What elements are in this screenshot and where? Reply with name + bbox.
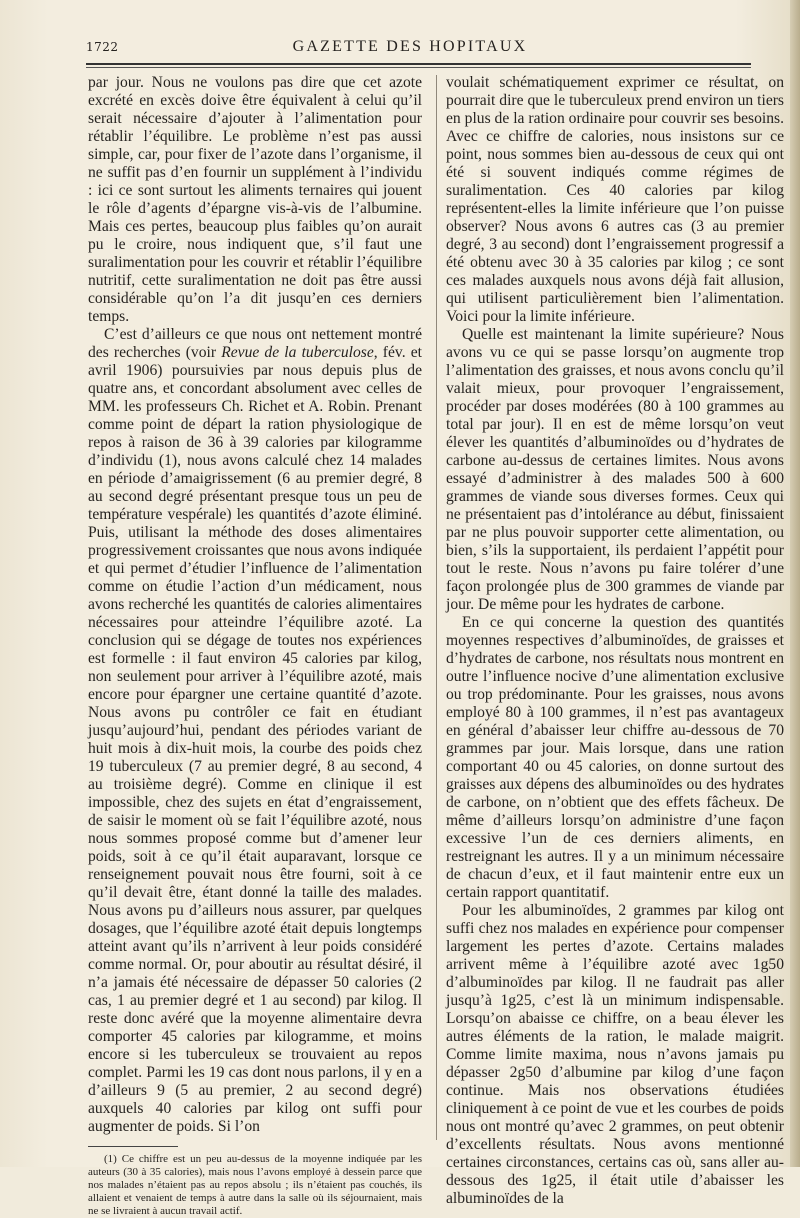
right-paragraph-2: Quelle est maintenant la limite supérieure? Nous avons vu ce qui se passe lorsqu’on augmente trop l’alimentation des graisses, et nous avons conclu qu’il valait mieux, pour provoquer l’engraissement, procéder par doses modérées (80 à 100 grammes au total par jour). Il en est de même lorsqu’on veut élever les quantités d’albuminoïdes ou d’hydrates de carbone au-dessus de certaines limites. Nous avons essayé d’administrer à des malades 500 à 600 grammes de viande sous diverses formes. Ceux qui ne présentaient pas d’intolérance au début, finissaient par ne plus pouvoir supporter cette alimentation, ou bien, s’ils la supportaient, ils perdaient l’appétit pour tout le reste. Nous n’avons pu faire tolérer d’une façon prolongée plus de 300 grammes de viande par jour. De même pour les hydrates de carbone. [446, 326, 784, 613]
right-paragraph-3: En ce qui concerne la question des quantités moyennes respectives d’albuminoïdes, de graisses et d’hydrates de carbone, nos résultats nous montrent en outre l’influence nocive d’une alimentation exclusive ou trop prédominante. Pour les graisses, nous avons employé 80 à 100 grammes, il n’est pas avantageux en général d’abaisser leur chiffre au-dessous de 70 grammes par jour. Mais lorsque, dans une ration comportant 40 ou 45 calories, on donne surtout des graisses aux dépens des albuminoïdes ou des hydrates de carbone, on n’obtient que des effets fâcheux. De même d’ailleurs lorsqu’on administre d’une façon excessive l’un de ces derniers aliments, en restreignant les autres. Il y a un minimum nécessaire de chacun d’eux, et il faut maintenir entre eux un certain rapport quantitatif. [446, 614, 784, 901]
right-paragraph-4: Pour les albuminoïdes, 2 grammes par kilog ont suffi chez nos malades en expérience pour compenser largement les pertes d’azote. Certains malades arrivent même à l’équilibre azoté avec 1g50 d’albuminoïdes par kilog. Il ne faudrait pas aller jusqu’à 1g25, c’est là un minimum indispensable. Lorsqu’on abaisse ce chiffre, on a beau élever les autres éléments de la ration, le malade maigrit. Comme limite maxima, nous n’avons jamais pu dépasser 2g50 d’albumine par kilog d’une façon continue. Mais nos observations étudiées cliniquement à ce point de vue et les courbes de poids nous ont montré qu’avec 2 grammes, on peut obtenir d’excellents résultats. Nous avons mentionné certaines circonstances, certains cas où, sans aller au-dessous des 1g25, il était utile d’abaisser les albuminoïdes de la [446, 902, 784, 1207]
footnote-rule [88, 1146, 178, 1147]
page-number: 1722 [86, 40, 119, 54]
journal-title: GAZETTE DES HOPITAUX [292, 38, 528, 55]
left-paragraph-2 [88, 326, 422, 1136]
header-rule [86, 63, 751, 65]
left-paragraph-2-start: C’est d’ailleurs ce que nous ont nettement montré des recherches (voir [88, 326, 422, 361]
column-divider [436, 75, 437, 1140]
journal-reference: Revue de la tuberculose [221, 344, 374, 361]
right-paragraph-1: voulait schématiquement exprimer ce résultat, on pourrait dire que le tuberculeux prend environ un tiers en plus de la ration ordinaire pour couvrir ses besoins. Avec ce chiffre de calories, nous insistons sur ce point, nous sommes bien au-dessous de ceux qui ont été si souvent indiqués comme régimes de suralimentation. Ces 40 calories par kilog représentent-elles la limite inférieure que l’on puisse observer? Nous avons 6 autres cas (3 au premier degré, 3 au second) dont l’engraissement progressif a été obtenu avec 30 à 35 calories par kilog ; ce sont ces malades auxquels nous avons déjà fait allusion, qui utilisent particulièrement bien l’alimentation. Voici pour la limite inférieure. [446, 74, 784, 325]
left-column [88, 74, 422, 1218]
left-paragraph-2-rest: , fév. et avril 1906) poursuivies par nous depuis plus de quatre ans, et concordant absolument avec celles de MM. les professeurs Ch. Richet et A. Robin. Prenant comme point de départ la ration physiologique de repos à raison de 36 à 39 calories par kilogramme d’individu (1), nous avons calculé chez 14 malades en période d’amaigrissement (6 au premier degré, 8 au second degré présentant presque tous un peu de température vespérale) les quantités d’azote éliminé. Puis, utilisant la méthode des doses alimentaires progressivement croissantes que nous avons indiquée et qui permet d’étudier l’influence de l’alimentation comme on étudie l’action d’un médicament, nous avons recherché les quantités de calories alimentaires nécessaires pour atteindre l’équilibre azoté. La conclusion qui se dégage de toutes nos expériences est formelle : il faut environ 45 calories par kilog, non seulement pour arriver à l’équilibre azoté, mais encore pour épargner une certaine quantité d’azote. Nous avons pu contrôler ce fait en étudiant jusqu’aujourd’hui, pendant des périodes variant de huit mois à dix-huit mois, la courbe des poids chez 19 tuberculeux (7 au premier degré, 8 au second, 4 au troisième degré). Comme en clinique il est impossible, chez des sujets en état d’engraissement, de saisir le moment où se fait l’équilibre azoté, nous nous sommes proposé comme but d’amener leur poids, soit à ce qu’il était auparavant, lorsque ce renseignement pouvait nous être fourni, soit à ce qu’il devait être, étant donné la taille des malades. Nous avons pu d’ailleurs nous assurer, par quelques dosages, que l’équilibre azoté était depuis longtemps atteint avant qu’ils n’arrivent à leur poids considéré comme normal. Or, pour aboutir au résultat désiré, il n’a jamais été nécessaire de dépasser 50 calories (2 cas, 1 au premier degré et 1 au second) par kilog. Il reste donc avéré que la moyenne alimentaire devra comporter 45 calories par kilogramme, et moins encore si les tuberculeux se trouvaient au repos complet. Parmi les 19 cas dont nous parlons, il y en a d’ailleurs 9 (5 au premier, 2 au second degré) auxquels 40 calories par kilog ont suffi pour augmenter de poids. Si l’on [88, 344, 423, 1135]
footnote: (1) Ce chiffre est un peu au-dessus de la moyenne indiquée par les auteurs (30 à 35 calories), mais nous l’avons employé à dessein parce que nos malades n’étaient pas au repos absolu ; ils n’étaient pas couchés, ils allaient et venaient de temps à autre dans la salle où ils séjournaient, mais ne se livraient à aucun travail actif. [88, 1153, 422, 1217]
left-paragraph-1: par jour. Nous ne voulons pas dire que cet azote excrété en excès doive être équivalent à celui qu’il serait nécessaire d’ajouter à l’alimentation pour rétablir l’équilibre. Le problème n’est pas aussi simple, car, pour fixer de l’azote dans l’organisme, il ne suffit pas d’en fournir un supplément à l’individu : ici ce sont surtout les aliments ternaires qui jouent le rôle d’agents d’épargne vis-à-vis de l’albumine. Mais ces pertes, beaucoup plus faibles qu’on aurait pu le croire, nous indiquent que, s’il faut une suralimentation pour les couvrir et rétablir l’équilibre nutritif, cette suralimentation ne doit pas être aussi considérable qu’on l’a dit jusqu’en ces derniers temps. [88, 74, 422, 325]
page-edge [790, 0, 800, 1167]
right-column [446, 74, 784, 1208]
header-rule-thin [86, 67, 751, 68]
page-header [70, 36, 750, 62]
